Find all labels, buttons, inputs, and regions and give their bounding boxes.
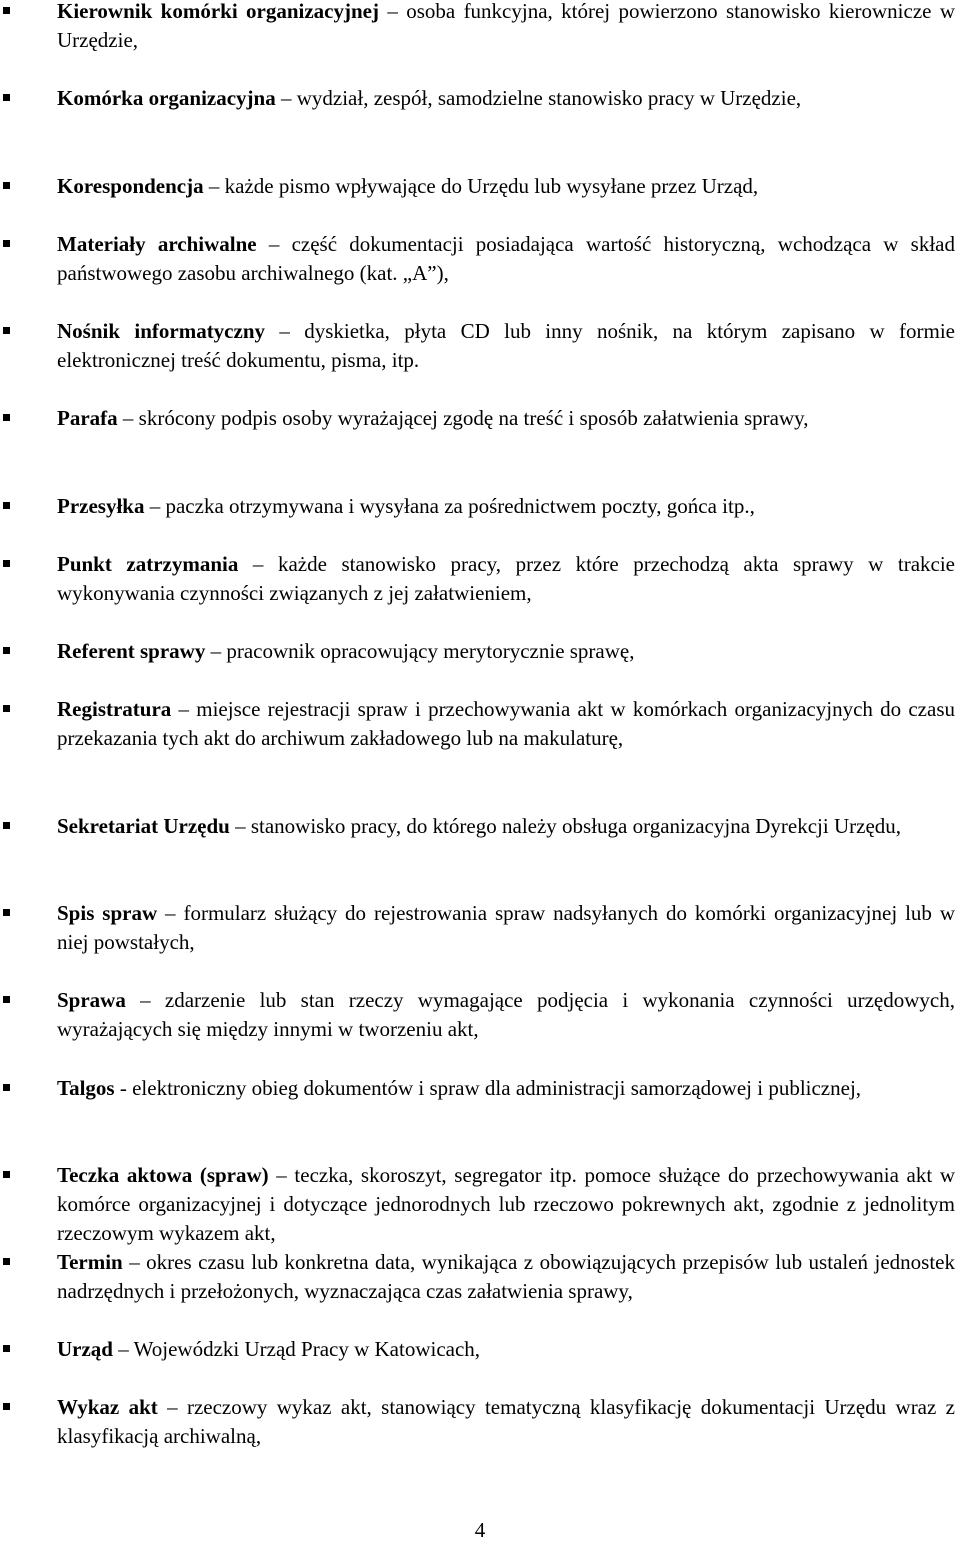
definition-description: – zdarzenie lub stan rzeczy wymagające podjęcia i wykonania czynności urzędowych, wyrażających się między innymi w tworzeniu akt, [57, 988, 955, 1041]
square-bullet-icon [3, 560, 10, 567]
definition-description: – okres czasu lub konkretna data, wynikająca z obowiązujących przepisów lub ustaleń jednostek nadrzędnych i przełożonych, wyznaczająca czas załatwienia sprawy, [57, 1250, 955, 1303]
definition-term: Korespondencja [57, 174, 204, 198]
page-number: 4 [474, 1518, 486, 1542]
square-bullet-icon [3, 705, 10, 712]
square-bullet-icon [3, 1345, 10, 1352]
definition-text [57, 637, 955, 666]
square-bullet-icon [3, 647, 10, 654]
definition-term: Wykaz akt [57, 1395, 158, 1419]
definition-term: Referent sprawy [57, 639, 206, 663]
definition-term: Teczka aktowa (spraw) [57, 1163, 269, 1187]
definition-description: – każde stanowisko pracy, przez które przechodzą akta sprawy w trakcie wykonywania czynności związanych z jej załatwieniem, [57, 552, 955, 605]
square-bullet-icon [3, 94, 10, 101]
square-bullet-icon [3, 1258, 10, 1265]
definition-description: – pracownik opracowujący merytorycznie sprawę, [205, 639, 635, 663]
square-bullet-icon [3, 1171, 10, 1178]
square-bullet-icon [3, 1084, 10, 1091]
square-bullet-icon [3, 502, 10, 509]
definition-description: – skrócony podpis osoby wyrażającej zgodę na treść i sposób załatwienia sprawy, [117, 406, 809, 430]
definition-term: Urząd [57, 1337, 113, 1361]
definition-term: Komórka organizacyjna [57, 86, 276, 110]
square-bullet-icon [3, 822, 10, 829]
definition-term: Materiały archiwalne [57, 232, 257, 256]
definition-text [57, 899, 955, 957]
definition-term: Termin [57, 1250, 123, 1274]
definition-text [57, 812, 955, 841]
definition-term: Przesyłka [57, 494, 145, 518]
definition-term: Sekretariat Urzędu [57, 814, 230, 838]
definition-description: – wydział, zespół, samodzielne stanowisko pracy w Urzędzie, [275, 86, 802, 110]
square-bullet-icon [3, 1403, 10, 1410]
definition-text [57, 0, 955, 55]
definition-term: Talgos [57, 1076, 115, 1100]
definition-term: Sprawa [57, 988, 126, 1012]
definition-term: Spis spraw [57, 901, 158, 925]
definition-text [57, 550, 955, 608]
definition-text [57, 1248, 955, 1306]
square-bullet-icon [3, 909, 10, 916]
definition-description: – paczka otrzymywana i wysyłana za pośrednictwem poczty, gońca itp., [144, 494, 755, 518]
definition-text [57, 230, 955, 288]
definition-description: – teczka, skoroszyt, segregator itp. pomoce służące do przechowywania akt w komórce organizacyjnej i dotyczące jednorodnych lub rzeczowo pokrewnych akt, zgodnie z jednolitym rzeczowym wykazem akt, [57, 1163, 955, 1245]
square-bullet-icon [3, 7, 10, 14]
square-bullet-icon [3, 414, 10, 421]
definition-description: – stanowisko pracy, do którego należy obsługa organizacyjna Dyrekcji Urzędu, [229, 814, 902, 838]
definition-description: – Wojewódzki Urząd Pracy w Katowicach, [113, 1337, 481, 1361]
definition-text [57, 404, 955, 433]
definition-text [57, 986, 955, 1044]
square-bullet-icon [3, 996, 10, 1003]
definition-term: Parafa [57, 406, 118, 430]
definition-term: Kierownik komórki organizacyjnej [57, 0, 379, 23]
definition-description: – rzeczowy wykaz akt, stanowiący tematyczną klasyfikację dokumentacji Urzędu wraz z klasyfikacją archiwalną, [57, 1395, 955, 1448]
definition-text [57, 84, 955, 113]
definition-description: – formularz służący do rejestrowania spraw nadsyłanych do komórki organizacyjnej lub w niej powstałych, [57, 901, 956, 954]
definition-description: – osoba funkcyjna, której powierzono stanowisko kierownicze w Urzędzie, [57, 0, 955, 52]
definition-term: Nośnik informatyczny [57, 319, 266, 343]
definition-description: – każde pismo wpływające do Urzędu lub wysyłane przez Urząd, [203, 174, 759, 198]
definition-description: - elektroniczny obieg dokumentów i spraw dla administracji samorządowej i publicznej, [114, 1076, 862, 1100]
definition-text [57, 1074, 955, 1103]
square-bullet-icon [3, 240, 10, 247]
definition-description: – dyskietka, płyta CD lub inny nośnik, na którym zapisano w formie elektronicznej treść dokumentu, pisma, itp. [57, 319, 955, 372]
definition-term: Punkt zatrzymania [57, 552, 239, 576]
definition-description: – miejsce rejestracji spraw i przechowywania akt w komórkach organizacyjnych do czasu przekazania tych akt do archiwum zakładowego lub na makulaturę, [57, 697, 955, 750]
definition-text [57, 1335, 955, 1364]
square-bullet-icon [3, 327, 10, 334]
definition-term: Registratura [57, 697, 172, 721]
definition-text [57, 1393, 955, 1451]
definition-text [57, 1161, 955, 1248]
definition-text [57, 317, 955, 375]
definition-text [57, 172, 955, 201]
square-bullet-icon [3, 182, 10, 189]
definition-text [57, 492, 955, 521]
definition-text [57, 695, 955, 753]
definition-description: – część dokumentacji posiadająca wartość historyczną, wchodząca w skład państwowego zasobu archiwalnego (kat. „A”), [57, 232, 955, 285]
